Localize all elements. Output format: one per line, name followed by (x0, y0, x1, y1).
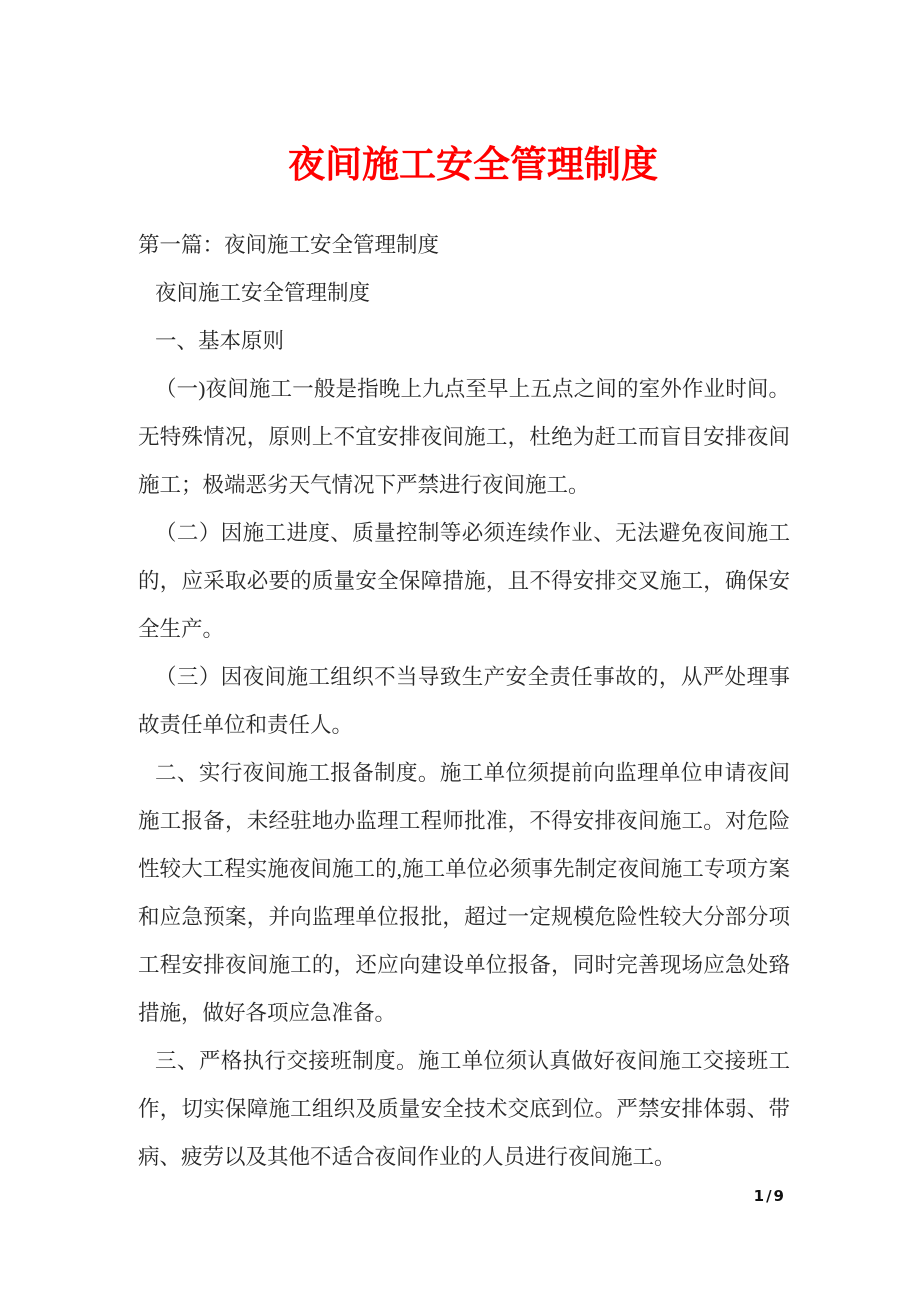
document-title: 夜间施工安全管理制度 (288, 145, 658, 186)
paragraph-section-3: 三、严格执行交接班制度。施工单位须认真做好夜间施工交接班工作，切实保障施工组织及质量安全技术交底到位。严禁安排体弱、带病、疲劳以及其他不适合夜间作业的人员进行夜间施工。 (138, 1049, 790, 1169)
paragraph-subtitle: 夜间施工安全管理制度 (155, 281, 371, 305)
paragraph-section-1-item-2: （二）因施工进度、质量控制等必须连续作业、无法避免夜间施工的，应采取必要的质量安全保障措施，且不得安排交叉施工，确保安全生产。 (138, 521, 790, 641)
document-body (138, 221, 790, 1181)
page-number: 1/9 (753, 1187, 786, 1205)
paragraph-heading-di-yi-pian: 第一篇：夜间施工安全管理制度 (138, 233, 440, 257)
paragraph-section-1-item-1: （一)夜间施工一般是指晚上九点至早上五点之间的室外作业时间。无特殊情况，原则上不宜安排夜间施工，杜绝为赶工而盲目安排夜间施工；极端恶劣天气情况下严禁进行夜间施工。 (138, 377, 790, 497)
paragraph-section-1-heading: 一、基本原则 (155, 329, 285, 353)
paragraph-section-1-item-3: （三）因夜间施工组织不当导致生产安全责任事故的，从严处理事故责任单位和责任人。 (138, 665, 790, 737)
paragraph-section-2: 二、实行夜间施工报备制度。施工单位须提前向监理单位申请夜间施工报备，未经驻地办监理工程师批准，不得安排夜间施工。对危险性较大工程实施夜间施工的,施工单位必须事先制定夜间施工专项方案和应急预案，并向监理单位报批，超过一定规模危险性较大分部分项工程安排夜间施工的，还应向建设单位报备，同时完善现场应急处臵措施，做好各项应急准备。 (138, 761, 790, 1025)
